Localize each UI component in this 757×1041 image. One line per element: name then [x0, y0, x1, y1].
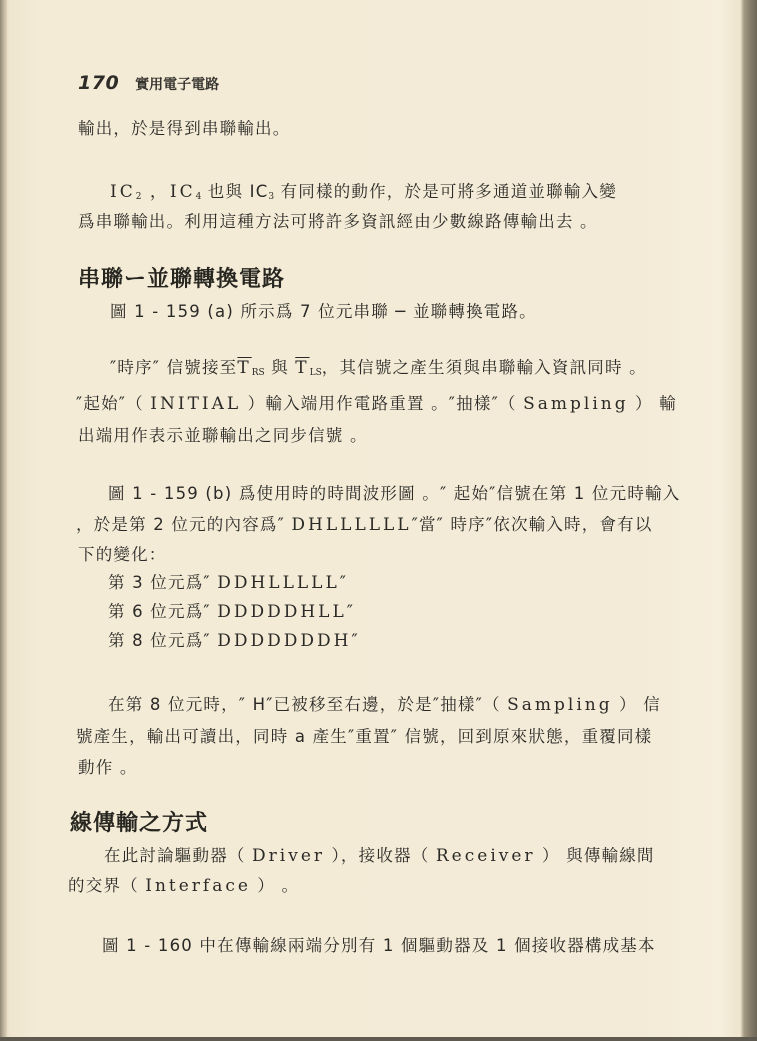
page-right-edge: [740, 0, 757, 1041]
paragraph-line: 圖 1 - 159 (b) 爲使用時的時間波形圖 。″ 起始″信號在第 1 位元時輸入: [108, 484, 681, 503]
list-item: 第 6 位元爲″ DDDDDHLL″: [108, 602, 355, 622]
section-heading: 線傳輸之方式: [70, 811, 209, 836]
paragraph-line: 圖 1 - 160 中在傳輸線兩端分別有 1 個驅動器及 1 個接收器構成基本: [102, 936, 656, 955]
paragraph-line: 號產生，輸出可讀出，同時 a 產生″重置″ 信號，回到原來狀態，重覆同樣: [76, 727, 653, 746]
paragraph-line: ″起始″（ INITIAL ）輸入端用作電路重置 。″抽樣″（ Sampling ） 輸: [76, 394, 677, 414]
list-item: 第 8 位元爲″ DDDDDDDH″: [108, 631, 359, 651]
paragraph-line: 出端用作表示並聯輸出之同步信號 。: [78, 426, 368, 445]
page-header: [78, 72, 219, 94]
page-binding-edge: [0, 0, 7, 1041]
paragraph-line: ″時序″ 信號接至$\overline{T}_{RS}$ 與 $\overline{T}_{LS}$，其信號之產生須與串聯輸入資訊同時 。: [110, 358, 647, 378]
paragraph-line: 的交界（ Interface ） 。: [68, 876, 300, 896]
paragraph-line: 在此討論驅動器（ Driver ），接收器（ Receiver ） 與傳輸線間: [104, 846, 655, 866]
paragraph-line: ，於是第 2 位元的內容爲″ DHLLLLLL″當″ 時序″依次輸入時，會有以: [76, 515, 653, 535]
page-bottom-edge: [0, 1037, 757, 1041]
paragraph-line: 動作 。: [78, 758, 138, 777]
paragraph-line: 輸出，於是得到串聯輸出。: [78, 119, 291, 138]
running-title: 實用電子電路: [135, 77, 220, 93]
paragraph-line: 爲串聯輸出。利用這種方法可將許多資訊經由少數線路傳輸出去 。: [78, 212, 598, 231]
paragraph-line: 下的變化：: [78, 545, 167, 564]
paragraph-line: 圖 1 - 159 (a) 所示爲 7 位元串聯 ─ 並聯轉換電路。: [110, 302, 537, 321]
paragraph-line: 在第 8 位元時，″ H″已被移至右邊，於是″抽樣″（ Sampling ） 信: [108, 695, 661, 715]
list-item: 第 3 位元爲″ DDHLLLLL″: [108, 573, 348, 593]
paragraph-line: $IC_2$ ，$IC_4$ 也與 $IC_3$ 有同樣的動作，於是可將多通道並聯輸入變: [110, 182, 617, 202]
section-heading: 串聯ー並聯轉換電路: [78, 267, 286, 292]
page-number: 170: [78, 72, 120, 94]
